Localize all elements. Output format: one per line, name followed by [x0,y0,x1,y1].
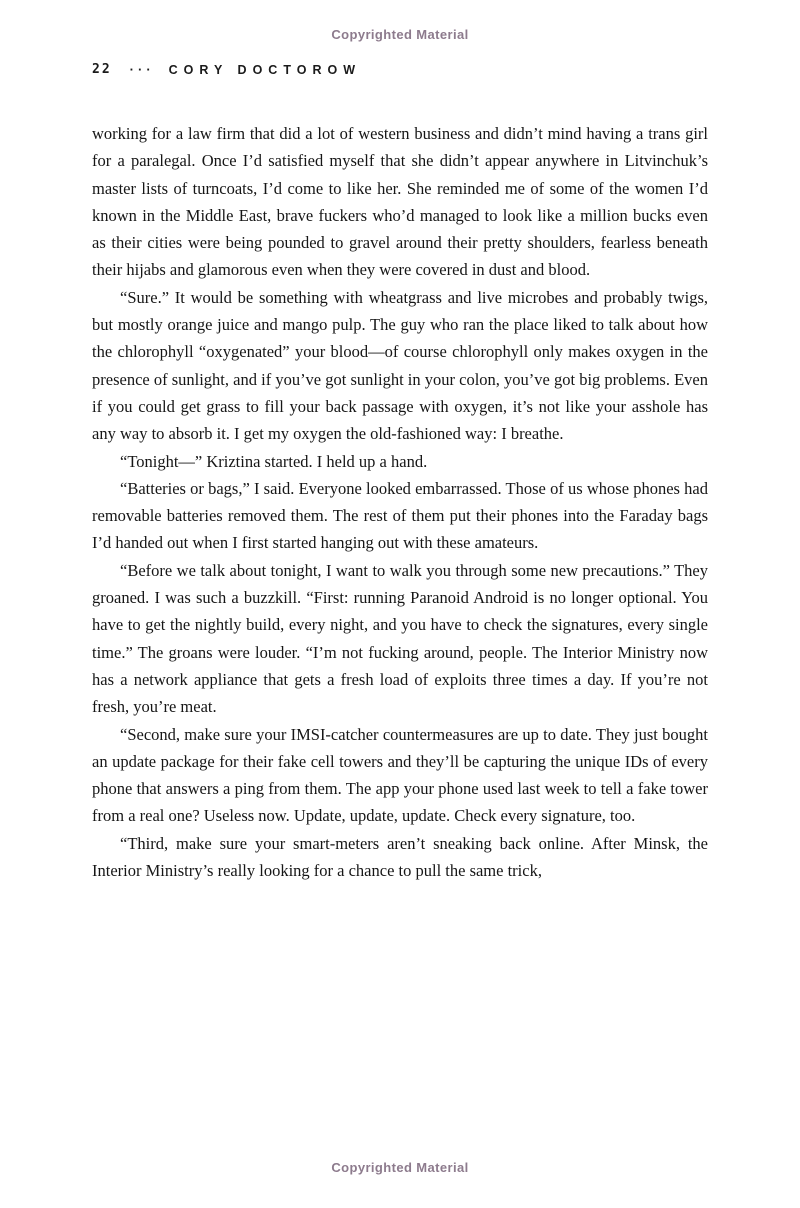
body-text [92,120,708,884]
running-header [92,62,708,77]
copyright-notice-top: Copyrighted Material [331,27,469,42]
body-paragraph: “Before we talk about tonight, I want to walk you through some new precautions.” They groaned. I was such a buzzkill. “First: running Paranoid Android is no longer optional. You have to get the nightly build, every night, and you have to check the signatures, every single time.” The groans were louder. “I’m not fucking around, people. The Interior Ministry now has a network appliance that gets a fresh load of exploits three times a day. If you’re not fresh, you’re meat. [92,560,708,717]
body-paragraph: “Second, make sure your IMSI-catcher countermeasures are up to date. They just bought an update package for their fake cell towers and they’ll be capturing the unique IDs of every phone that answers a ping from them. The app your phone used last week to tell a fake tower from a real one? Useless now. Update, update, update. Check every signature, too. [92,724,708,826]
body-paragraph: “Batteries or bags,” I said. Everyone looked embarrassed. Those of us whose phones had removable batteries removed them. The rest of them put their phones into the Faraday bags I’d handed out when I first started hanging out with these amateurs. [92,478,708,553]
author-name: CORY DOCTOROW [168,62,362,77]
body-paragraph: “Tonight—” Kriztina started. I held up a hand. [120,451,428,471]
body-paragraph: “Sure.” It would be something with wheatgrass and live microbes and probably twigs, but mostly orange juice and mango pulp. The guy who ran the place liked to talk about how the chlorophyll “oxygenated” your blood—of course chlorophyll only makes oxygen in the presence of sunlight, and if you’ve got sunlight in your colon, you’ve got big problems. Even if you could get grass to fill your back passage with oxygen, it’s not like your asshole has any way to absorb it. I get my oxygen the old-fashioned way: I breathe. [92,287,708,444]
body-paragraph: “Third, make sure your smart-meters aren’t sneaking back online. After Minsk, the Interior Ministry’s really looking for a chance to pull the same trick, [92,833,708,881]
header-separator-dots: ··· [129,62,155,77]
body-paragraph: working for a law firm that did a lot of western business and didn’t mind having a trans girl for a paralegal. Once I’d satisfied myself that she didn’t appear anywhere in Litvinchuk’s master lists of turncoats, I’d come to like her. She reminded me of some of the women I’d known in the Middle East, brave fuckers who’d managed to look like a million bucks even as their cities were being pounded to gravel around their pretty shoulders, fearless beneath their hijabs and glamorous even when they were covered in dust and blood. [92,124,708,280]
page-number: 22 [92,62,112,77]
copyright-notice-bottom: Copyrighted Material [331,1160,469,1175]
